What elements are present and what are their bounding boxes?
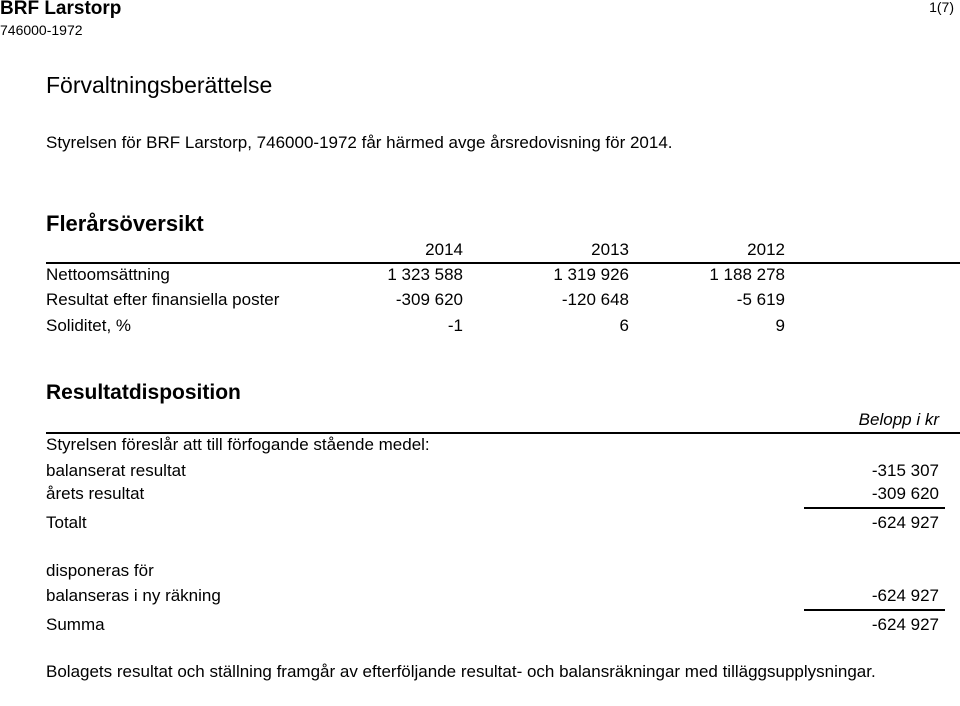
row-label: Soliditet, % (46, 316, 132, 335)
unit-label: Belopp i kr (858, 410, 939, 429)
sum-rule (804, 609, 945, 611)
intro-text: Styrelsen för BRF Larstorp, 746000-1972 får härmed avge årsredovisning för 2014. (46, 133, 673, 152)
sum-amount: -624 927 (871, 615, 939, 634)
row-label: Resultat efter finansiella poster (46, 290, 280, 309)
row-value: 1 188 278 (709, 265, 785, 284)
footer-text: Bolagets resultat och ställning framgår av efterföljande resultat- och balansräkningar med tilläggsupplysningar. (46, 662, 876, 681)
organization-name: BRF Larstorp (0, 0, 122, 19)
multi-year-heading: Flerårsöversikt (46, 211, 204, 236)
item-label: balanserat resultat (46, 461, 186, 480)
proposal-text: Styrelsen föreslår att till förfogande stående medel: (46, 435, 430, 454)
carried-forward-amount: -624 927 (871, 586, 939, 605)
disposition-heading: Resultatdisposition (46, 381, 241, 404)
year-header: 2014 (425, 240, 463, 259)
page-number: 1(7) (929, 0, 954, 15)
disposed-text: disponeras för (46, 561, 154, 580)
row-value: 6 (619, 316, 629, 335)
row-label: Nettoomsättning (46, 265, 170, 284)
subtotal-rule (804, 507, 945, 509)
total-amount: -624 927 (871, 513, 939, 532)
row-value: -1 (447, 316, 463, 335)
row-value: 9 (775, 316, 785, 335)
item-label: årets resultat (46, 484, 145, 503)
row-value: -5 619 (736, 290, 785, 309)
document-title: Förvaltningsberättelse (46, 72, 273, 98)
unit-rule (46, 432, 960, 434)
row-value: -120 648 (561, 290, 629, 309)
carried-forward-label: balanseras i ny räkning (46, 586, 221, 605)
organization-number: 746000-1972 (0, 22, 83, 38)
table-header-rule (46, 262, 960, 264)
row-value: 1 323 588 (387, 265, 463, 284)
year-header: 2012 (747, 240, 785, 259)
total-label: Totalt (46, 513, 87, 532)
row-value: -309 620 (395, 290, 463, 309)
item-amount: -309 620 (871, 484, 939, 503)
year-header: 2013 (591, 240, 629, 259)
sum-label: Summa (46, 615, 105, 634)
row-value: 1 319 926 (553, 265, 629, 284)
item-amount: -315 307 (871, 461, 939, 480)
